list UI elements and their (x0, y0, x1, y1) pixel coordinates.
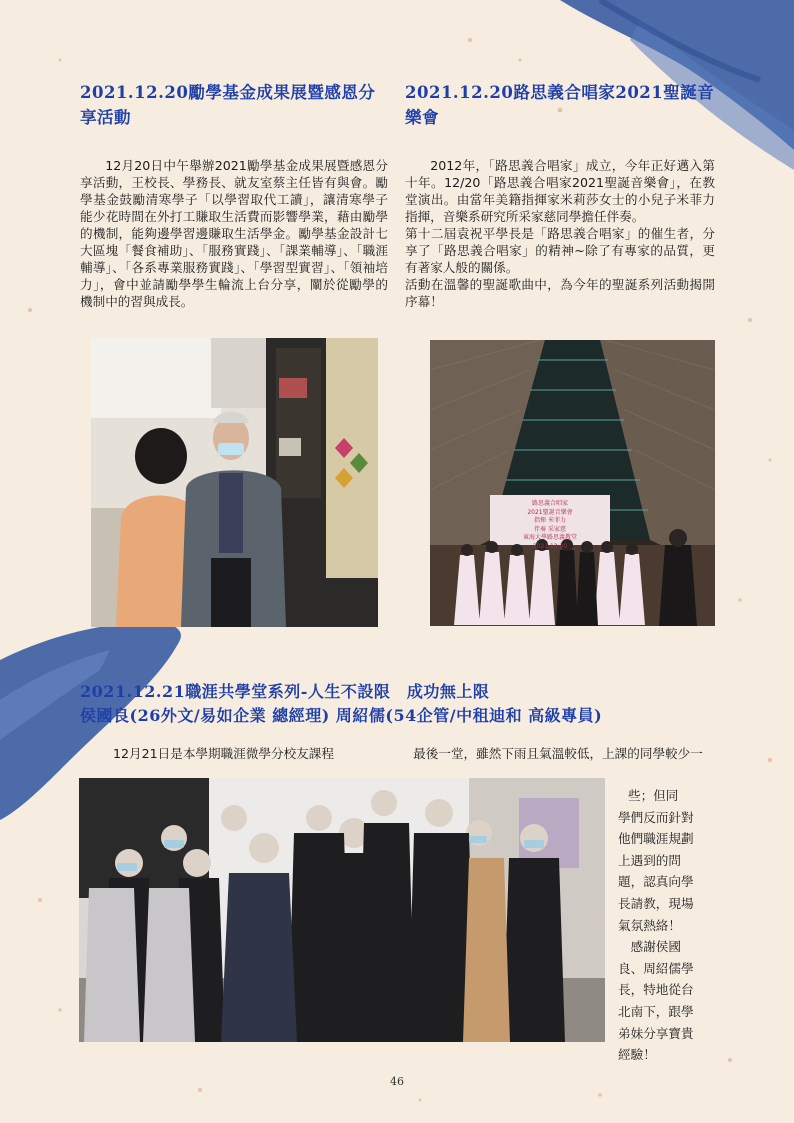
bottom-article-heading (80, 680, 720, 728)
right-article-body (405, 157, 715, 310)
banner-line: 伴奏 采家慈 (534, 525, 566, 533)
page-number: 46 (390, 1075, 404, 1088)
right-paragraph-3: 活動在溫馨的聖誕歌曲中，為今年的聖誕系列活動揭開序幕！ (405, 277, 715, 309)
banner-line: 2021聖誕音樂會 (527, 508, 573, 516)
side-line: 北南下，跟學 (618, 1003, 694, 1019)
side-line: 些；但同 (628, 788, 679, 803)
side-line: 學們反而針對 (618, 809, 694, 825)
right-paragraph-1: 2012年，「路思義合唱家」成立，今年正好邁入第十年。12/20「路思義合唱家2021聖誕音樂會」，在教堂演出。由當年美籍指揮家米莉莎女士的小兒子米菲力指揮，音樂系研究所采家慈同學擔任伴奏。 (405, 158, 715, 224)
side-line: 長請教，現場 (618, 895, 694, 911)
chapel-concert-photo (430, 340, 715, 626)
banner-line: 東海大學路思義教堂 (522, 534, 577, 541)
bottom-intro-right: 最後一堂，雖然下雨且氣溫較低，上課的同學較少一 (413, 746, 703, 761)
side-line: 氣氛熱絡！ (618, 917, 681, 933)
side-line: 長，特地從台 (618, 982, 694, 998)
right-paragraph-2: 第十二屆袁祝平學長是「路思義合唱家」的催生者，分享了「路思義合唱家」的精神~除了有專家的品質，更有著家人般的關係。 (405, 226, 715, 275)
bottom-intro-left: 12月21日是本學期職涯微學分校友課程 (113, 746, 334, 761)
banner-line: 2021.12.20 (532, 542, 568, 550)
banner-line: 指揮 米菲力 (534, 517, 566, 524)
side-line: 上遇到的問 (618, 852, 681, 868)
concert-banner (492, 498, 608, 554)
bottom-heading-line-1: 2021.12.21職涯共學堂系列-人生不設限 成功無上限 (80, 682, 490, 701)
alumni-group-photo (79, 778, 605, 1042)
right-article-heading: 2021.12.20路思義合唱家2021聖誕音樂會 (405, 83, 715, 127)
bottom-side-column (618, 785, 718, 1066)
side-line: 他們職涯規劃 (618, 831, 694, 847)
side-line: 題，認真向學 (618, 874, 694, 890)
left-article-body: 12月20日中午舉辦2021勵學基金成果展暨感恩分享活動，王校長、學務長、就友室蔡主任皆有與會。勵學基金鼓勵清寒學子「以學習取代工讀」，讓清寒學子能少花時間在外打工賺取生活費而影響學業，藉由勵學的機制，能夠邊學習邊賺取生活學金。勵學基金設計七大區塊「餐食補助」、「服務實踐」、「課業輔導」、「職涯輔導」、「各系專業服務實踐」、「學習型實習」、「領袖培力」，會中並請勵學學生輪流上台分享，闡於從勵學的機制中的習與成長。 (80, 158, 388, 309)
banner-line: 路思義合唱家 (531, 500, 568, 507)
side-line: 經驗！ (618, 1047, 656, 1063)
bottom-heading-line-2: 侯國良(26外文/易如企業 總經理) 周紹儒(54企管/中租迪和 高級專員) (80, 706, 603, 725)
exhibition-photo (91, 338, 378, 627)
side-line: 感謝侯國 (618, 939, 681, 955)
side-line: 弟妹分享寶貴 (618, 1025, 694, 1041)
left-article-heading: 2021.12.20勵學基金成果展暨感恩分享活動 (80, 83, 376, 127)
side-line: 良、周紹儒學 (618, 960, 694, 976)
